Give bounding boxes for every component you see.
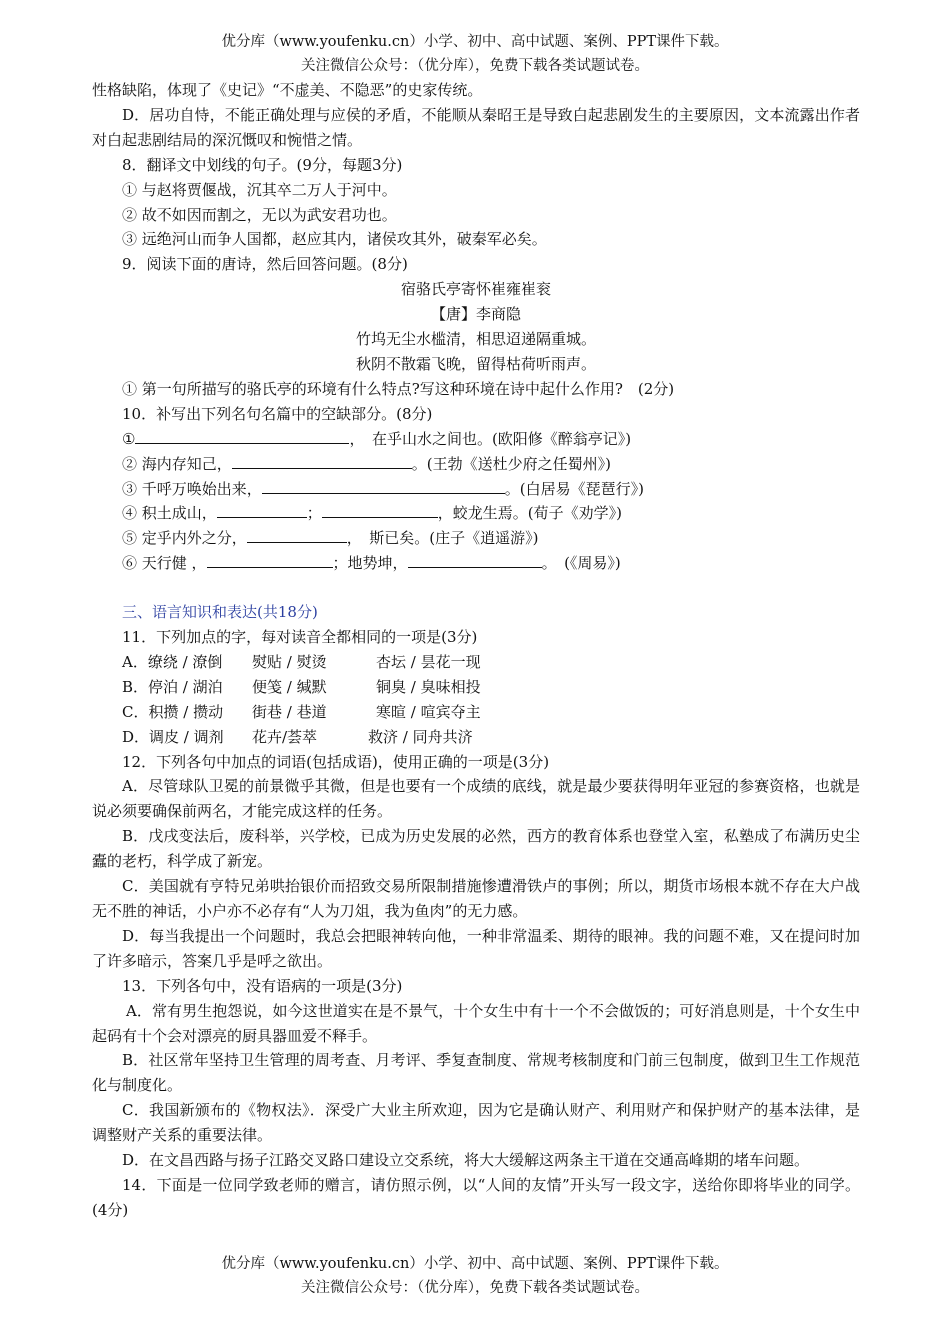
q11-option-d xyxy=(92,725,860,750)
q12-option-a: A．尽管球队卫冕的前景微乎其微，但是也要有一个成绩的底线，就是最少要获得明年亚冠的参赛资格，也就是说必须要确保前两名，才能完成这样的任务。 xyxy=(92,777,860,821)
poem-title: 宿骆氏亭寄怀崔雍崔衮 xyxy=(400,280,551,299)
q11-b-pair-2: 便笺 / 缄默 xyxy=(252,677,327,696)
question-12-stem: 12．下列各句中加点的词语(包括成语)，使用正确的一项是(3分) xyxy=(122,752,550,771)
answer-blank[interactable] xyxy=(262,478,505,494)
q10-l5-suffix: ， 斯已矣。(庄子《逍遥游》) xyxy=(346,529,539,548)
q13-option-d: D．在文昌西路与扬子江路交叉路口建设立交系统，将大大缓解这两条主干道在交通高峰期的堵车问题。 xyxy=(122,1151,810,1170)
q10-l6-mid: ；地势坤， xyxy=(332,554,408,573)
q11-a-pair-3: 杏坛 / 昙花一现 xyxy=(376,652,481,671)
answer-blank[interactable] xyxy=(135,428,349,444)
header-line-2: 关注微信公众号：（优分库），免费下载各类试题试卷。 xyxy=(301,58,649,74)
answer-blank[interactable] xyxy=(217,502,307,518)
q8-item-1: ① 与赵将贾偃战，沉其卒二万人于河中。 xyxy=(122,180,397,199)
q10-line-1 xyxy=(92,427,860,452)
q10-l4-mid: ； xyxy=(306,504,322,523)
q13-option-b: B．社区常年坚持卫生管理的周考查、月考评、季复查制度、常规考核制度和门前三包制度，做到卫生工作规范化与制度化。 xyxy=(92,1051,860,1095)
q10-l3-prefix: ③ 千呼万唤始出来， xyxy=(122,479,262,498)
question-10-stem: 10．补写出下列名句名篇中的空缺部分。(8分) xyxy=(122,404,433,423)
q11-option-c xyxy=(92,700,860,725)
answer-blank[interactable] xyxy=(247,527,347,543)
footer-line-2: 关注微信公众号：（优分库），免费下载各类试题试卷。 xyxy=(301,1280,649,1296)
q11-d-pair-2: 花卉/荟萃 xyxy=(252,727,318,746)
q11-b-pair-1: B．停泊 / 湖泊 xyxy=(122,677,223,696)
q11-b-pair-3: 铜臭 / 臭味相投 xyxy=(376,677,481,696)
q10-l1-prefix: ① xyxy=(122,429,136,448)
question-8-stem: 8．翻译文中划线的句子。(9分，每题3分) xyxy=(122,155,403,174)
q11-d-pair-1: D．调皮 / 调剂 xyxy=(122,727,224,746)
q8-item-3: ③ 远绝河山而争人国都，赵应其内，诸侯攻其外，破秦军必矣。 xyxy=(122,230,547,249)
footer-line-1: 优分库（www.youfenku.cn）小学、初中、高中试题、案例、PPT课件下载。 xyxy=(221,1256,729,1272)
q10-l2-suffix: 。(王勃《送杜少府之任蜀州》) xyxy=(411,454,611,473)
continued-text: 性格缺陷，体现了《史记》“不虚美、不隐恶”的史家传统。 xyxy=(92,81,483,99)
q11-c-pair-2: 街巷 / 巷道 xyxy=(252,702,327,721)
page-header xyxy=(0,30,950,78)
q13-option-a: A．常有男生抱怨说，如今这世道实在是不景气，十个女生中有十一个不会做饭的；可好消息则是，十个女生中起码有十个会对漂亮的厨具器皿爱不释手。 xyxy=(92,1001,860,1045)
document-body xyxy=(92,78,860,1223)
question-14-stem: 14．下面是一位同学致老师的赠言，请仿照示例，以“人间的友情”开头写一段文字，送给你即将毕业的同学。(4分) xyxy=(92,1175,860,1219)
question-11-stem: 11．下列加点的字，每对读音全都相同的一项是(3分) xyxy=(122,628,478,647)
q11-a-pair-1: A．缭绕 / 潦倒 xyxy=(122,652,223,671)
poem-line-2: 秋阴不散霜飞晚，留得枯荷听雨声。 xyxy=(355,354,596,373)
q11-d-pair-3: 救济 / 同舟共济 xyxy=(368,727,473,746)
q11-option-a xyxy=(92,650,860,675)
q11-c-pair-3: 寒暄 / 喧宾夺主 xyxy=(376,702,481,721)
q10-l6-prefix: ⑥ 天行健 ， xyxy=(122,554,207,573)
question-13-stem: 13．下列各句中，没有语病的一项是(3分) xyxy=(122,976,403,995)
q9-sub-question-1: ① 第一句所描写的骆氏亭的环境有什么特点?写这种环境在诗中起什么作用? (2分) xyxy=(122,379,675,398)
q11-c-pair-1: C．积攒 / 攒动 xyxy=(122,702,224,721)
q10-l1-suffix: ， 在乎山水之间也。(欧阳修《醉翁亭记》) xyxy=(349,429,632,448)
header-line-1: 优分库（www.youfenku.cn）小学、初中、高中试题、案例、PPT课件下载。 xyxy=(221,34,729,50)
q10-l3-suffix: 。(白居易《琵琶行》) xyxy=(504,479,644,498)
q12-option-c: C．美国就有亨特兄弟哄抬银价而招致交易所限制措施惨遭滑铁卢的事例；所以，期货市场根本就不存在大户战无不胜的神话，小户亦不必存有“人为刀俎，我为鱼肉”的无力感。 xyxy=(92,877,860,920)
q11-option-b xyxy=(92,675,860,700)
q10-line-6 xyxy=(92,551,860,576)
q8-item-2: ② 故不如因而割之，无以为武安君功也。 xyxy=(122,205,397,224)
question-9-stem: 9．阅读下面的唐诗，然后回答问题。(8分) xyxy=(122,255,408,274)
answer-blank[interactable] xyxy=(207,552,333,568)
q12-option-d: D．每当我提出一个问题时，我总会把眼神转向他，一种非常温柔、期待的眼神。我的问题不难，又在提问时加了许多暗示，答案几乎是呼之欲出。 xyxy=(92,926,860,970)
q10-l4-suffix: ，蛟龙生焉。(荀子《劝学》) xyxy=(437,504,623,523)
q12-option-b: B．戊戌变法后，废科举，兴学校，已成为历史发展的必然，西方的教育体系也登堂入室，私塾成了布满历史尘蠹的老朽，科学成了新宠。 xyxy=(92,827,860,871)
answer-blank[interactable] xyxy=(408,552,542,568)
q10-line-5 xyxy=(92,526,860,551)
section-3-heading: 三、语言知识和表达(共18分) xyxy=(122,603,318,622)
answer-blank[interactable] xyxy=(322,502,438,518)
q10-l2-prefix: ② 海内存知己， xyxy=(122,454,232,473)
option-d-q7: D．居功自恃，不能正确处理与应侯的矛盾，不能顺从秦昭王是导致白起悲剧发生的主要原因，文本流露出作者对白起悲剧结局的深沉慨叹和惋惜之情。 xyxy=(92,105,860,149)
q13-option-c: C．我国新颁布的《物权法》．深受广大业主所欢迎，因为它是确认财产、利用财产和保护财产的基本法律，是调整财产关系的重要法律。 xyxy=(92,1101,860,1145)
q10-line-3 xyxy=(92,477,860,502)
q10-line-2 xyxy=(92,452,860,477)
q10-line-4 xyxy=(92,501,860,526)
answer-blank[interactable] xyxy=(232,453,412,469)
q10-l6-suffix: 。 (《周易》) xyxy=(541,554,621,573)
q10-l5-prefix: ⑤ 定乎内外之分， xyxy=(122,529,247,548)
q10-l4-prefix: ④ 积土成山， xyxy=(122,504,217,523)
poem-author: 【唐】李商隐 xyxy=(430,305,521,324)
page-footer xyxy=(0,1252,950,1300)
q11-a-pair-2: 熨贴 / 熨烫 xyxy=(252,652,327,671)
poem-line-1: 竹坞无尘水槛清，相思迢递隔重城。 xyxy=(355,330,596,349)
